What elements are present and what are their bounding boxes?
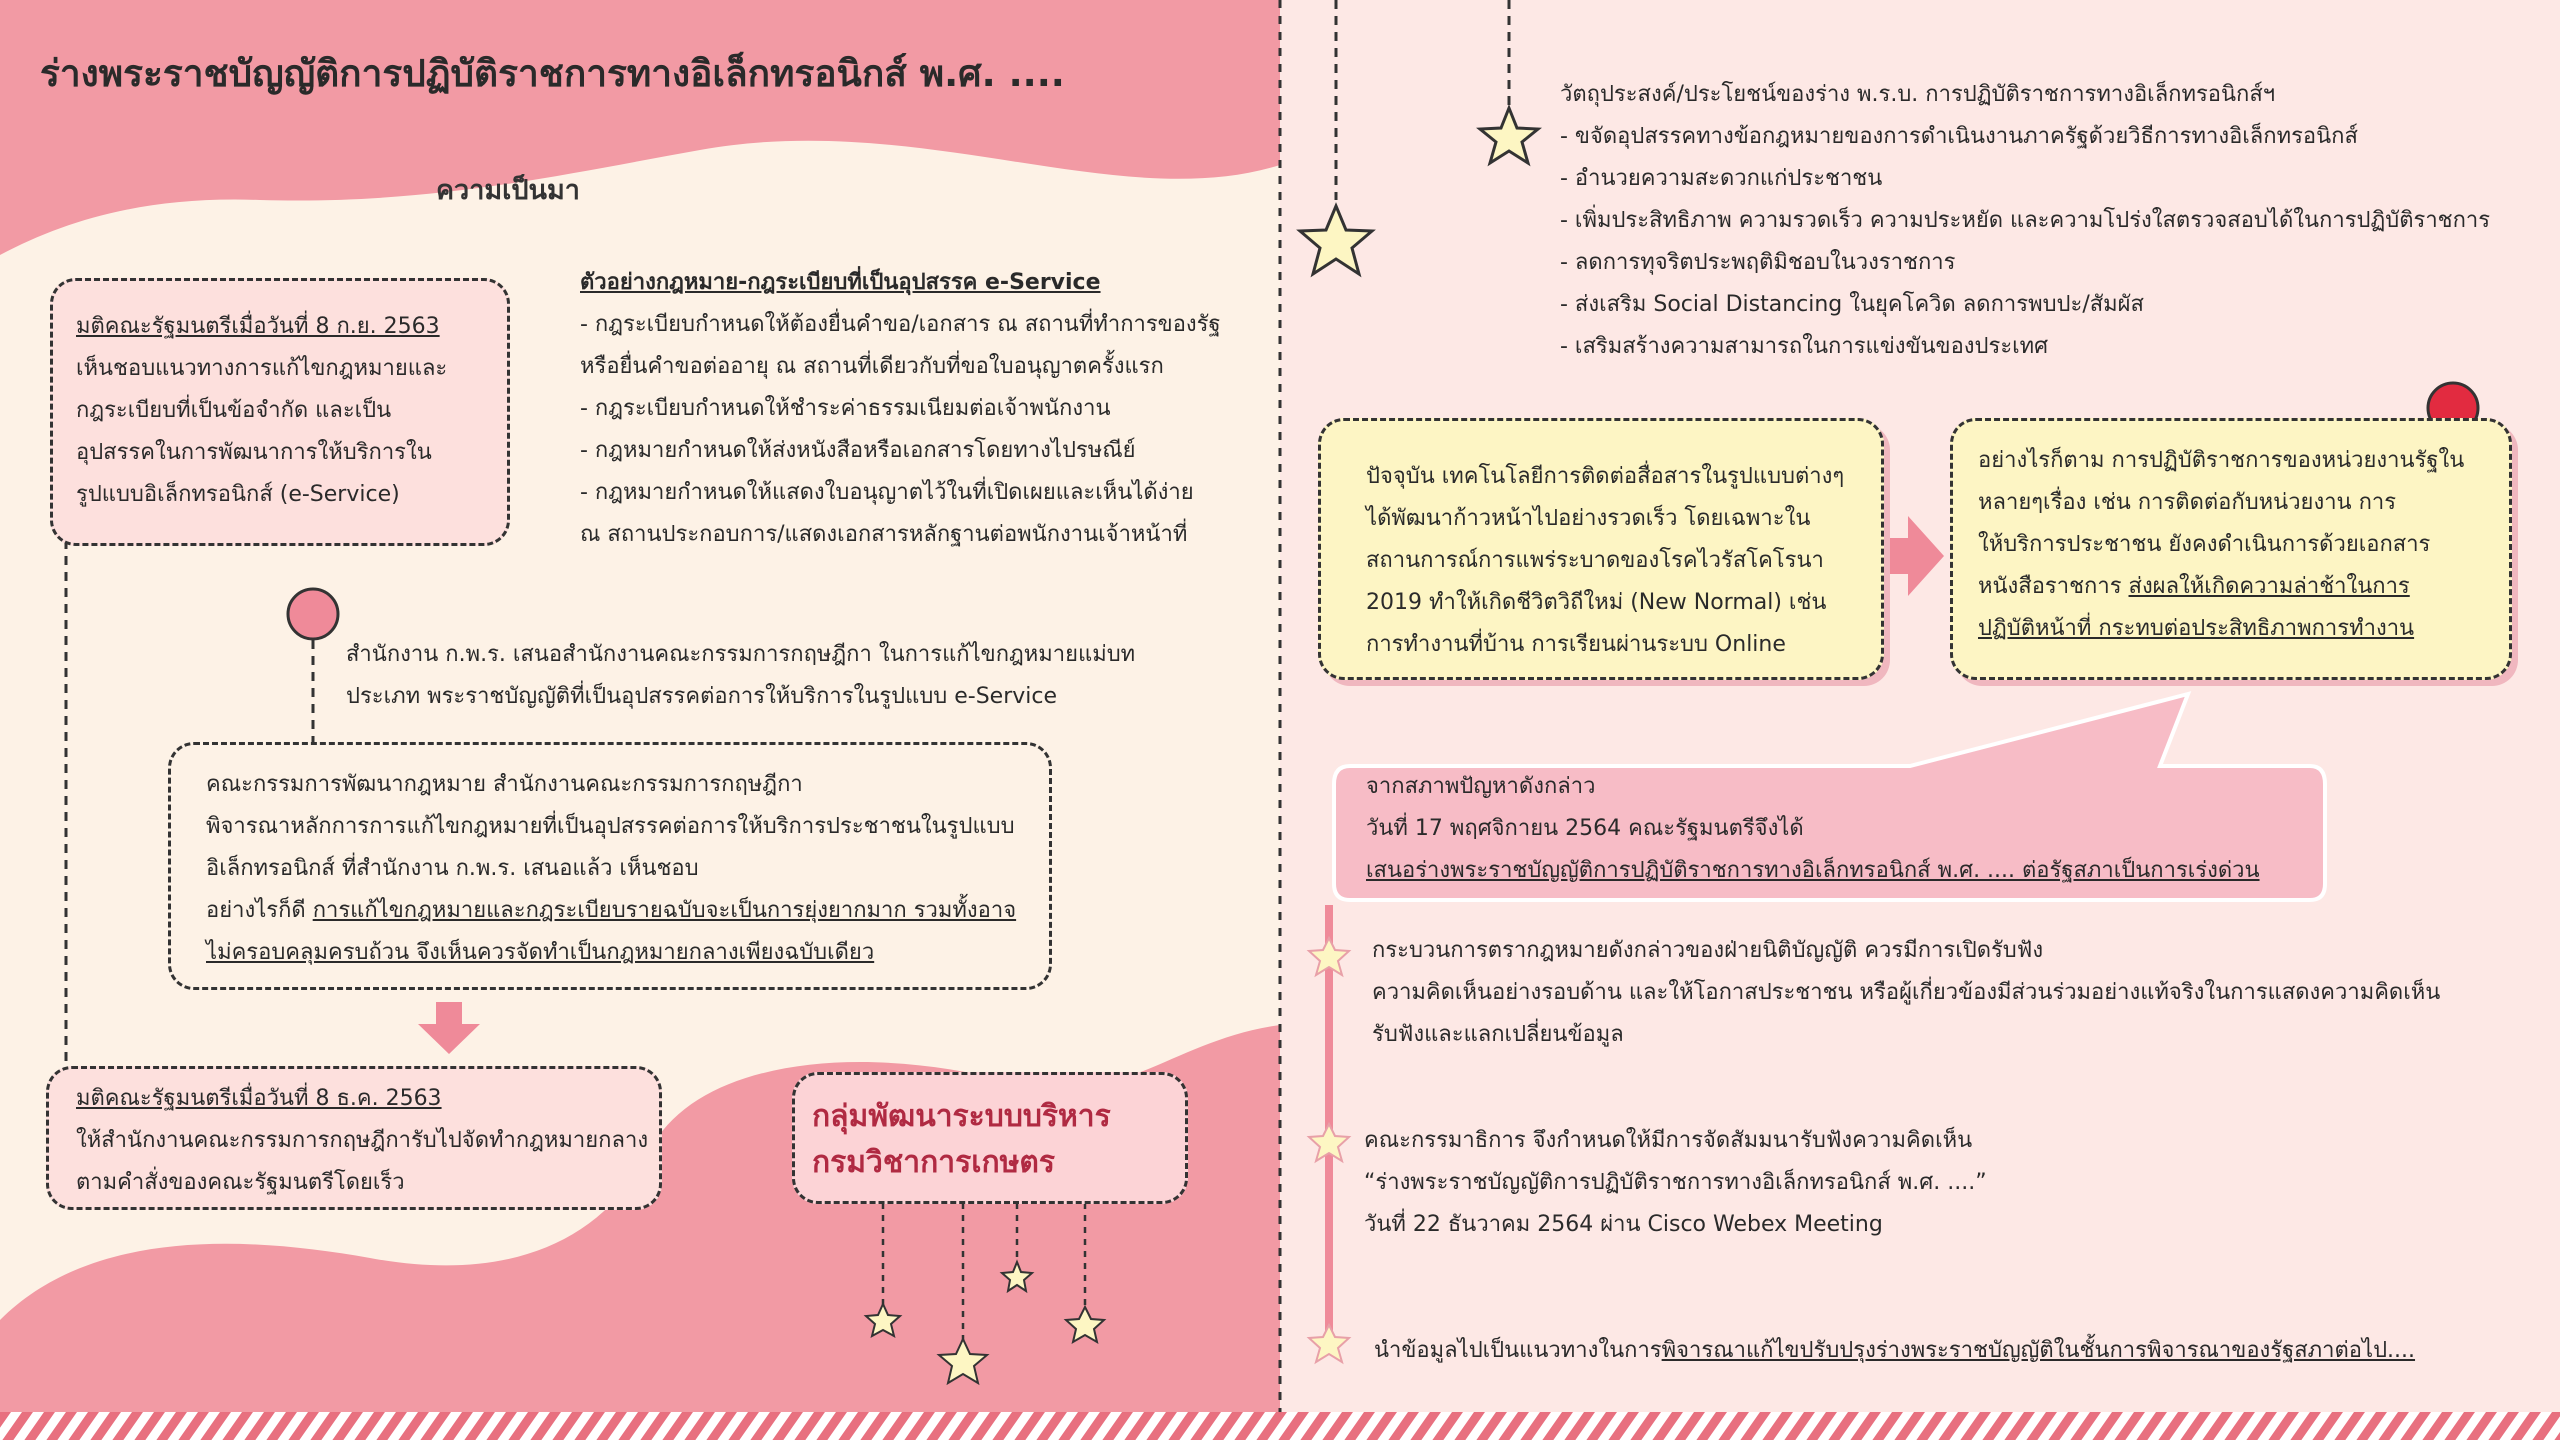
however-underlined: ปฏิบัติหน้าที่ กระทบต่อประสิทธิภาพการทำงาน — [1978, 616, 2415, 641]
objective-item: - ส่งเสริม Social Distancing ในยุคโควิด ลดการพบปะ/สัมผัส — [1560, 292, 2144, 317]
however-line: ให้บริการประชาชน ยังคงดำเนินการด้วยเอกสาร — [1978, 532, 2431, 557]
process-line: รับฟังและแลกเปลี่ยนข้อมูล — [1372, 1022, 1624, 1047]
objective-item: - อำนวยความสะดวกแก่ประชาชน — [1560, 166, 1883, 191]
however-line: หลายๆเรื่อง เช่น การติดต่อกับหน่วยงาน การ — [1978, 490, 2397, 515]
process-line: กระบวนการตรากฎหมายดังกล่าวของฝ่ายนิติบัญญัติ ควรมีการเปิดรับฟัง — [1372, 938, 2044, 963]
current-tech-line: ได้พัฒนาก้าวหน้าไปอย่างรวดเร็ว โดยเฉพาะใน — [1366, 506, 1811, 531]
cabinet-nov-underlined: เสนอร่างพระราชบัญญัติการปฏิบัติราชการทางอิเล็กทรอนิกส์ พ.ศ. .... ต่อรัฐสภาเป็นการเร่งด่วน — [1366, 858, 2260, 883]
opdc-proposal-line: ประเภท พระราชบัญญัติที่เป็นอุปสรรคต่อการให้บริการในรูปแบบ e-Service — [346, 684, 1058, 709]
final-line — [1374, 1330, 2415, 1372]
final-plain: นำข้อมูลไปเป็นแนวทางในการ — [1374, 1338, 1662, 1363]
cabinet-sept-line: เห็นชอบแนวทางการแก้ไขกฎหมายและ — [76, 356, 448, 381]
final-underlined: พิจารณาแก้ไขปรับปรุงร่างพระราชบัญญัติในชั้นการพิจารณาของรัฐสภาต่อไป.... — [1661, 1338, 2416, 1363]
cabinet-dec-head: มติคณะรัฐมนตรีเมื่อวันที่ 8 ธ.ค. 2563 — [76, 1086, 442, 1111]
current-tech-line: สถานการณ์การแพร่ระบาดของโรคไวรัสโคโรนา — [1366, 548, 1824, 573]
cabinet-sept-line: กฎระเบียบที่เป็นข้อจำกัด และเป็น — [76, 398, 392, 423]
seminar-line: คณะกรรมาธิการ จึงกำหนดให้มีการจัดสัมมนารับฟังความคิดเห็น — [1364, 1128, 1973, 1153]
cabinet-dec-line: ตามคำสั่งของคณะรัฐมนตรีโดยเร็ว — [76, 1170, 405, 1195]
however-line: อย่างไรก็ตาม การปฏิบัติราชการของหน่วยงานรัฐใน — [1978, 448, 2465, 473]
cabinet-dec-line: ให้สำนักงานคณะกรรมการกฤษฎีการับไปจัดทำกฎหมายกลาง — [76, 1128, 649, 1153]
objective-item: - ขจัดอุปสรรคทางข้อกฎหมายของการดำเนินงานภาครัฐด้วยวิธีการทางอิเล็กทรอนิกส์ — [1560, 124, 2358, 149]
page-title: ร่างพระราชบัญญัติการปฏิบัติราชการทางอิเล็กทรอนิกส์ พ.ศ. .... — [40, 52, 1065, 95]
committee-underlined: ไม่ครอบคลุมครบถ้วน จึงเห็นควรจัดทำเป็นกฎหมายกลางเพียงฉบับเดียว — [206, 940, 875, 965]
obstacle-line: - กฎระเบียบกำหนดให้ต้องยื่นคำขอ/เอกสาร ณ สถานที่ทำการของรัฐ — [580, 312, 1221, 337]
obstacles-head: ตัวอย่างกฎหมาย-กฎระเบียบที่เป็นอุปสรรค e-Service — [580, 270, 1101, 295]
opdc-proposal-line: สำนักงาน ก.พ.ร. เสนอสำนักงานคณะกรรมการกฤษฎีกา ในการแก้ไขกฎหมายแม่บท — [346, 642, 1136, 667]
current-tech-line: การทำงานที่บ้าน การเรียนผ่านระบบ Online — [1366, 632, 1786, 657]
current-tech-line: ปัจจุบัน เทคโนโลยีการติดต่อสื่อสารในรูปแบบต่างๆ — [1366, 464, 1845, 489]
obstacle-line: ณ สถานประกอบการ/แสดงเอกสารหลักฐานต่อพนักงานเจ้าหน้าที่ — [580, 522, 1188, 547]
objective-item: - เพิ่มประสิทธิภาพ ความรวดเร็ว ความประหยัด และความโปร่งใสตรวจสอบได้ในการปฏิบัติราชการ — [1560, 208, 2491, 233]
obstacle-line: - กฎหมายกำหนดให้แสดงใบอนุญาตไว้ในที่เปิดเผยและเห็นได้ง่าย — [580, 480, 1194, 505]
objectives-head: วัตถุประสงค์/ประโยชน์ของร่าง พ.ร.บ. การปฏิบัติราชการทางอิเล็กทรอนิกส์ฯ — [1560, 82, 2276, 107]
committee-underlined: การแก้ไขกฎหมายและกฎระเบียบรายฉบับจะเป็นการยุ่งยากมาก รวมทั้งอาจ — [312, 898, 1017, 923]
org-name — [812, 1094, 1111, 1186]
cabinet-nov-line: จากสภาพปัญหาดังกล่าว — [1366, 774, 1596, 799]
however-underlined: ส่งผลให้เกิดความล่าช้าในการ — [2128, 574, 2410, 599]
org-line: กลุ่มพัฒนาระบบบริหาร — [812, 1099, 1111, 1134]
obstacle-line: - กฎหมายกำหนดให้ส่งหนังสือหรือเอกสารโดยทางไปรษณีย์ — [580, 438, 1136, 463]
current-tech-line: 2019 ทำให้เกิดชีวิตวิถีใหม่ (New Normal) เช่น — [1366, 590, 1827, 615]
however-plain: หนังสือราชการ — [1978, 574, 2129, 599]
cabinet-sept-line: รูปแบบอิเล็กทรอนิกส์ (e-Service) — [76, 482, 400, 507]
obstacle-line: หรือยื่นคำขอต่ออายุ ณ สถานที่เดียวกับที่ขอใบอนุญาตครั้งแรก — [580, 354, 1164, 379]
however-line — [1978, 566, 2410, 608]
objective-item: - เสริมสร้างความสามารถในการแข่งขันของประเทศ — [1560, 334, 2049, 359]
cabinet-sept-line: อุปสรรคในการพัฒนาการให้บริการใน — [76, 440, 432, 465]
committee-line: คณะกรรมการพัฒนากฎหมาย สำนักงานคณะกรรมการกฤษฎีกา — [206, 772, 803, 797]
cabinet-nov-line: วันที่ 17 พฤศจิกายน 2564 คณะรัฐมนตรีจึงได้ — [1366, 816, 1804, 841]
committee-plain: อย่างไรก็ดี — [206, 898, 313, 923]
org-line: กรมวิชาการเกษตร — [812, 1145, 1056, 1180]
process-line: ความคิดเห็นอย่างรอบด้าน และให้โอกาสประชาชน หรือผู้เกี่ยวข้องมีส่วนร่วมอย่างแท้จริงในการแสดงความคิดเห็น — [1372, 980, 2441, 1005]
committee-line: อิเล็กทรอนิกส์ ที่สำนักงาน ก.พ.ร. เสนอแล้ว เห็นชอบ — [206, 856, 699, 881]
committee-line: พิจารณาหลักการการแก้ไขกฎหมายที่เป็นอุปสรรคต่อการให้บริการประชาชนในรูปแบบ — [206, 814, 1015, 839]
seminar-line: วันที่ 22 ธันวาคม 2564 ผ่าน Cisco Webex Meeting — [1364, 1212, 1883, 1237]
committee-line — [206, 890, 1016, 932]
cabinet-sept-head: มติคณะรัฐมนตรีเมื่อวันที่ 8 ก.ย. 2563 — [76, 314, 440, 339]
objective-item: - ลดการทุจริตประพฤติมิชอบในวงราชการ — [1560, 250, 1956, 275]
seminar-line: “ร่างพระราชบัญญัติการปฏิบัติราชการทางอิเล็กทรอนิกส์ พ.ศ. ....” — [1364, 1170, 1987, 1195]
history-heading: ความเป็นมา — [436, 175, 580, 206]
obstacle-line: - กฎระเบียบกำหนดให้ชำระค่าธรรมเนียมต่อเจ้าพนักงาน — [580, 396, 1111, 421]
